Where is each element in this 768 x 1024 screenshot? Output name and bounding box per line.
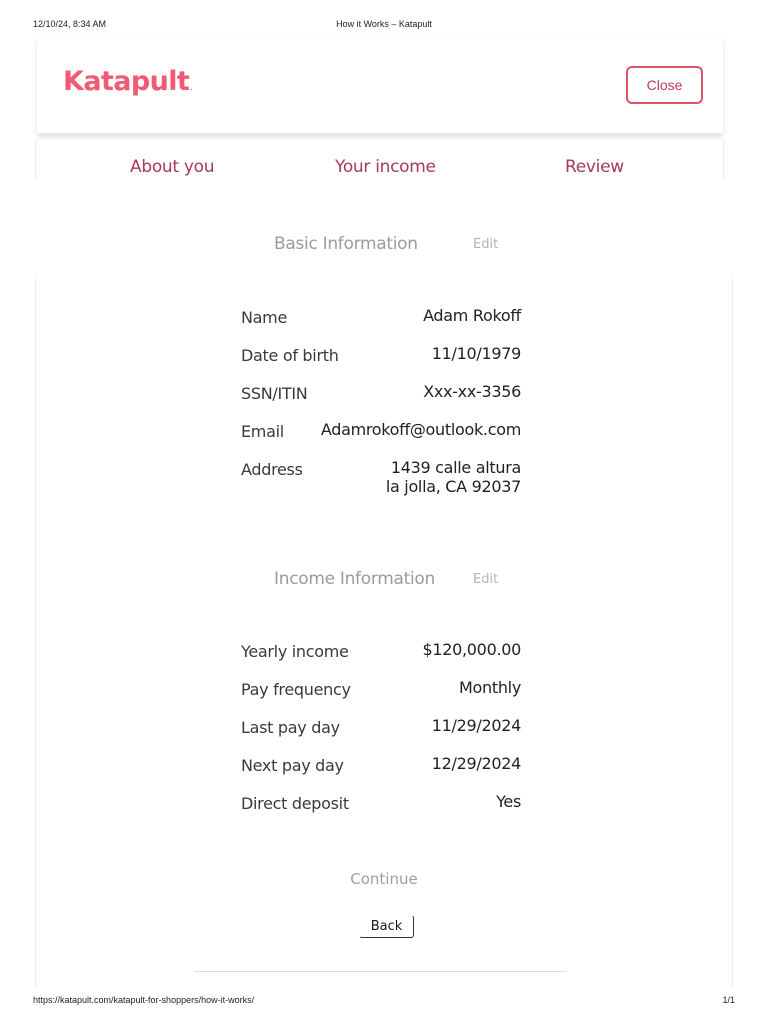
info-value: 11/10/1979 bbox=[431, 344, 521, 363]
info-value: $120,000.00 bbox=[422, 640, 521, 659]
info-row-date-of-birth bbox=[241, 346, 521, 384]
basic-info-title: Basic Information bbox=[274, 234, 418, 254]
step-about-you[interactable]: About you bbox=[130, 157, 215, 177]
logo-mark: . bbox=[190, 85, 193, 92]
info-row-next-pay-day bbox=[241, 756, 521, 794]
progress-steps bbox=[0, 157, 768, 181]
info-row-ssn bbox=[241, 384, 521, 422]
info-row-email bbox=[241, 422, 521, 460]
step-review[interactable]: Review bbox=[565, 157, 624, 177]
income-info-header bbox=[0, 569, 768, 595]
info-label: Last pay day bbox=[241, 718, 340, 737]
info-row-direct-deposit bbox=[241, 794, 521, 832]
info-value: Monthly bbox=[459, 678, 521, 697]
info-value: Yes bbox=[496, 792, 521, 811]
edit-income-info-link[interactable]: Edit bbox=[473, 572, 499, 587]
edit-basic-info-link[interactable]: Edit bbox=[473, 237, 499, 252]
app-header bbox=[37, 38, 723, 134]
info-label: Email bbox=[241, 422, 284, 441]
basic-info-list bbox=[241, 308, 521, 498]
katapult-logo[interactable] bbox=[63, 66, 192, 97]
info-label: Name bbox=[241, 308, 288, 327]
print-url: https://katapult.com/katapult-for-shoppers/how-it-works/ bbox=[33, 995, 255, 1005]
print-page-number: 1/1 bbox=[722, 995, 735, 1005]
info-value: 11/29/2024 bbox=[431, 716, 521, 735]
address-line-1: 1439 calle altura bbox=[390, 458, 521, 477]
back-button[interactable]: Back bbox=[359, 915, 414, 938]
info-label: Date of birth bbox=[241, 346, 339, 365]
basic-info-header bbox=[0, 234, 768, 260]
info-label: Address bbox=[241, 460, 303, 479]
close-button[interactable]: Close bbox=[626, 66, 703, 104]
logo-text: Katapult bbox=[63, 66, 190, 97]
info-row-address bbox=[241, 460, 521, 498]
address-line-2: la jolla, CA 92037 bbox=[385, 477, 521, 496]
print-datetime: 12/10/24, 8:34 AM bbox=[33, 19, 107, 29]
income-info-title: Income Information bbox=[274, 569, 435, 589]
info-label: SSN/ITIN bbox=[241, 384, 308, 403]
info-value-address bbox=[386, 458, 521, 496]
info-label: Direct deposit bbox=[241, 794, 349, 813]
info-value: Xxx-xx-3356 bbox=[423, 382, 521, 401]
info-value: Adamrokoff@outlook.com bbox=[320, 420, 521, 439]
step-your-income[interactable]: Your income bbox=[335, 157, 436, 177]
info-row-name bbox=[241, 308, 521, 346]
continue-button[interactable]: Continue bbox=[0, 870, 768, 888]
info-row-last-pay-day bbox=[241, 718, 521, 756]
print-page-title: How it Works – Katapult bbox=[336, 19, 432, 29]
info-value: 12/29/2024 bbox=[431, 754, 521, 773]
info-row-yearly-income bbox=[241, 642, 521, 680]
info-label: Pay frequency bbox=[241, 680, 351, 699]
income-info-list bbox=[241, 642, 521, 832]
info-row-pay-frequency bbox=[241, 680, 521, 718]
info-label: Yearly income bbox=[241, 642, 349, 661]
info-label: Next pay day bbox=[241, 756, 344, 775]
info-value: Adam Rokoff bbox=[423, 306, 521, 325]
divider bbox=[194, 971, 567, 972]
